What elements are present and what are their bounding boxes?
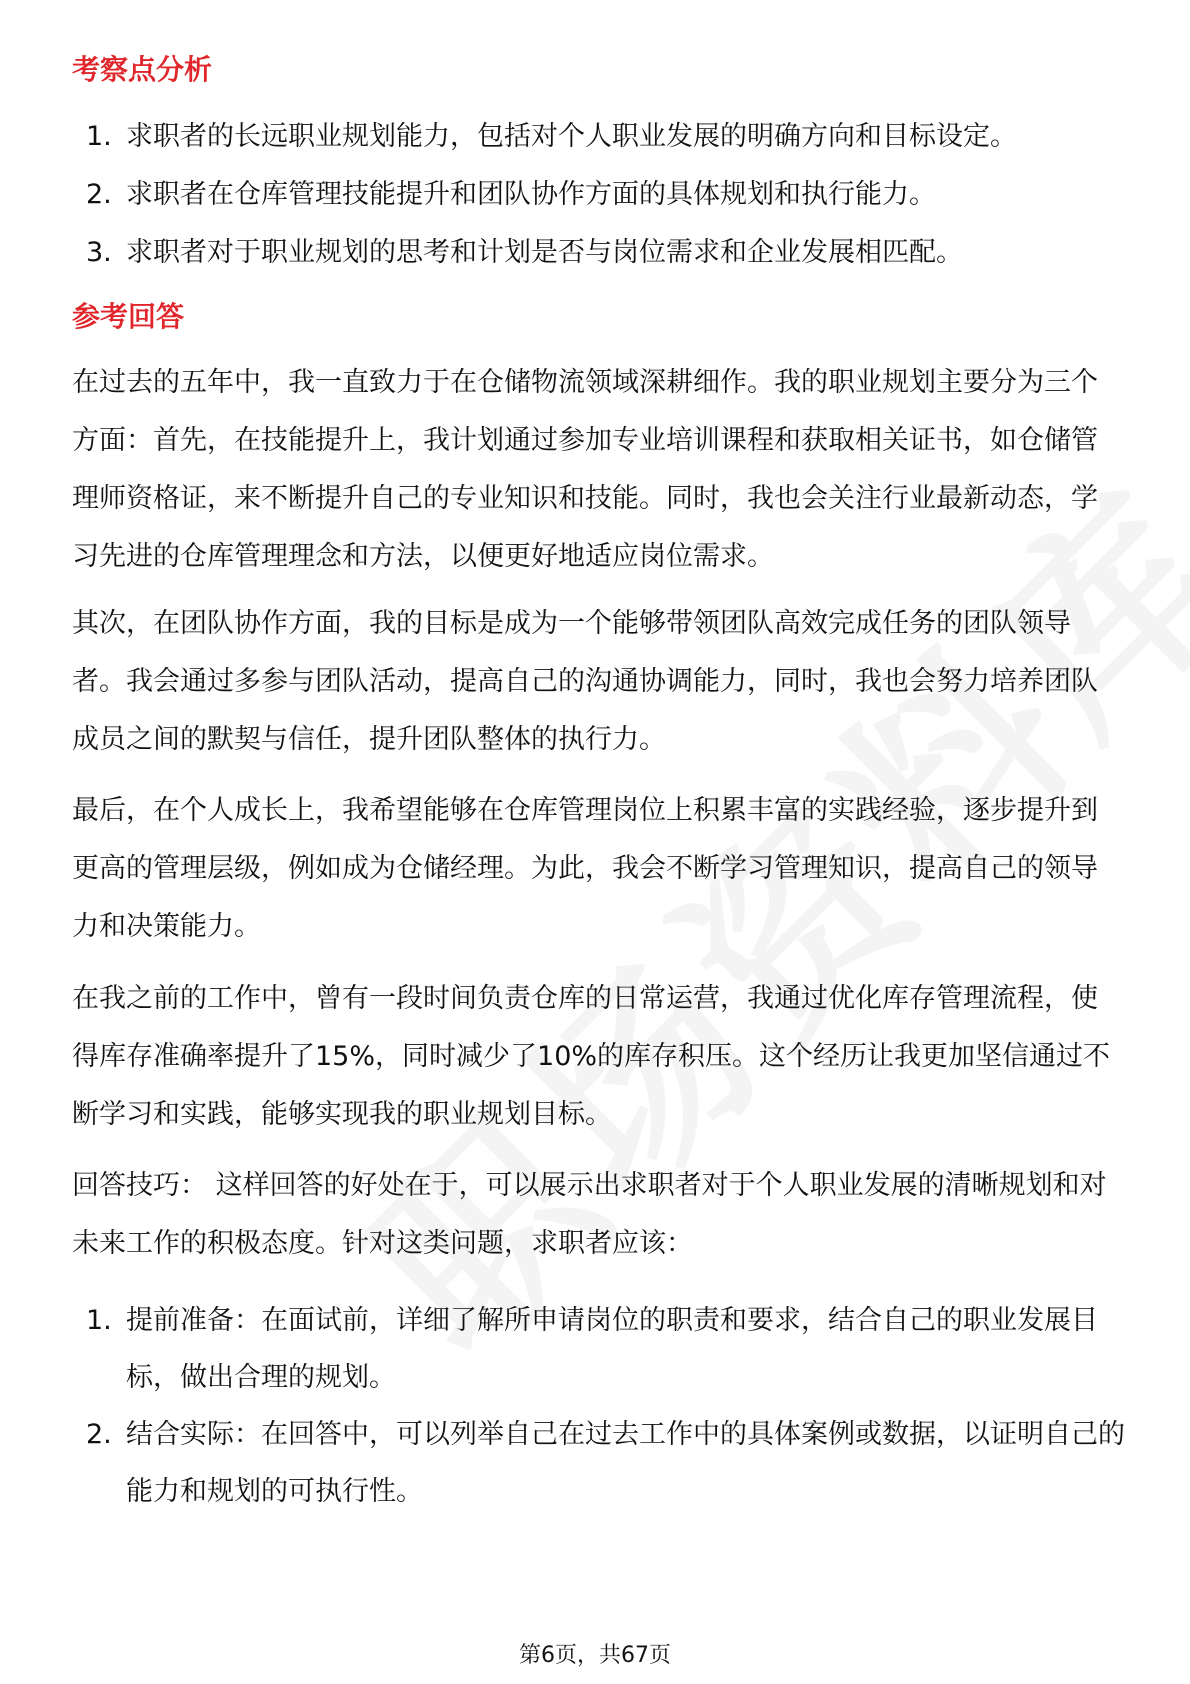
analysis-section-title: 考察点分析 bbox=[72, 53, 213, 86]
list-item-number: 1. bbox=[86, 1305, 112, 1336]
page-number: 第6页，共67页 bbox=[519, 1643, 671, 1668]
list-item bbox=[72, 108, 1132, 166]
list-item-text: 提前准备：在面试前，详细了解所申请岗位的职责和要求，结合自己的职业发展目标，做出合理的规划。 bbox=[126, 1305, 1098, 1393]
list-item-number: 2. bbox=[86, 1419, 112, 1450]
list-item-number: 1. bbox=[86, 121, 112, 152]
list-item-text: 结合实际：在回答中，可以列举自己在过去工作中的具体案例或数据，以证明自己的能力和规划的可执行性。 bbox=[126, 1419, 1125, 1507]
answer-section-title: 参考回答 bbox=[72, 300, 185, 333]
list-item-text: 求职者的长远职业规划能力，包括对个人职业发展的明确方向和目标设定。 bbox=[126, 121, 1017, 152]
answer-paragraph-2: 其次，在团队协作方面，我的目标是成为一个能够带领团队高效完成任务的团队领导者。我会通过多参与团队活动，提高自己的沟通协调能力，同时，我也会努力培养团队成员之间的默契与信任，提升团队整体的执行力。 bbox=[72, 608, 1098, 755]
answer-paragraph-1: 在过去的五年中，我一直致力于在仓储物流领域深耕细作。我的职业规划主要分为三个方面：首先，在技能提升上，我计划通过参加专业培训课程和获取相关证书，如仓储管理师资格证，来不断提升自己的专业知识和技能。同时，我也会关注行业最新动态，学习先进的仓库管理理念和方法，以便更好地适应岗位需求。 bbox=[72, 367, 1098, 572]
list-item bbox=[72, 1292, 1132, 1406]
list-item bbox=[72, 1406, 1132, 1520]
list-item bbox=[72, 166, 1132, 224]
list-item bbox=[72, 224, 1132, 282]
list-item-text: 求职者对于职业规划的思考和计划是否与岗位需求和企业发展相匹配。 bbox=[126, 237, 963, 268]
list-item-text: 求职者在仓库管理技能提升和团队协作方面的具体规划和执行能力。 bbox=[126, 179, 936, 210]
analysis-list bbox=[72, 108, 1132, 282]
answer-tips-intro: 回答技巧： 这样回答的好处在于，可以展示出求职者对于个人职业发展的清晰规划和对未来工作的积极态度。针对这类问题，求职者应该： bbox=[72, 1170, 1107, 1259]
list-item-number: 3. bbox=[86, 237, 112, 268]
tips-list bbox=[72, 1292, 1132, 1520]
answer-paragraph-3: 最后，在个人成长上，我希望能够在仓库管理岗位上积累丰富的实践经验，逐步提升到更高的管理层级，例如成为仓储经理。为此，我会不断学习管理知识，提高自己的领导力和决策能力。 bbox=[72, 795, 1098, 942]
answer-paragraph-4: 在我之前的工作中，曾有一段时间负责仓库的日常运营，我通过优化库存管理流程，使得库存准确率提升了15%，同时减少了10%的库存积压。这个经历让我更加坚信通过不断学习和实践，能够实现我的职业规划目标。 bbox=[72, 983, 1111, 1130]
list-item-number: 2. bbox=[86, 179, 112, 210]
